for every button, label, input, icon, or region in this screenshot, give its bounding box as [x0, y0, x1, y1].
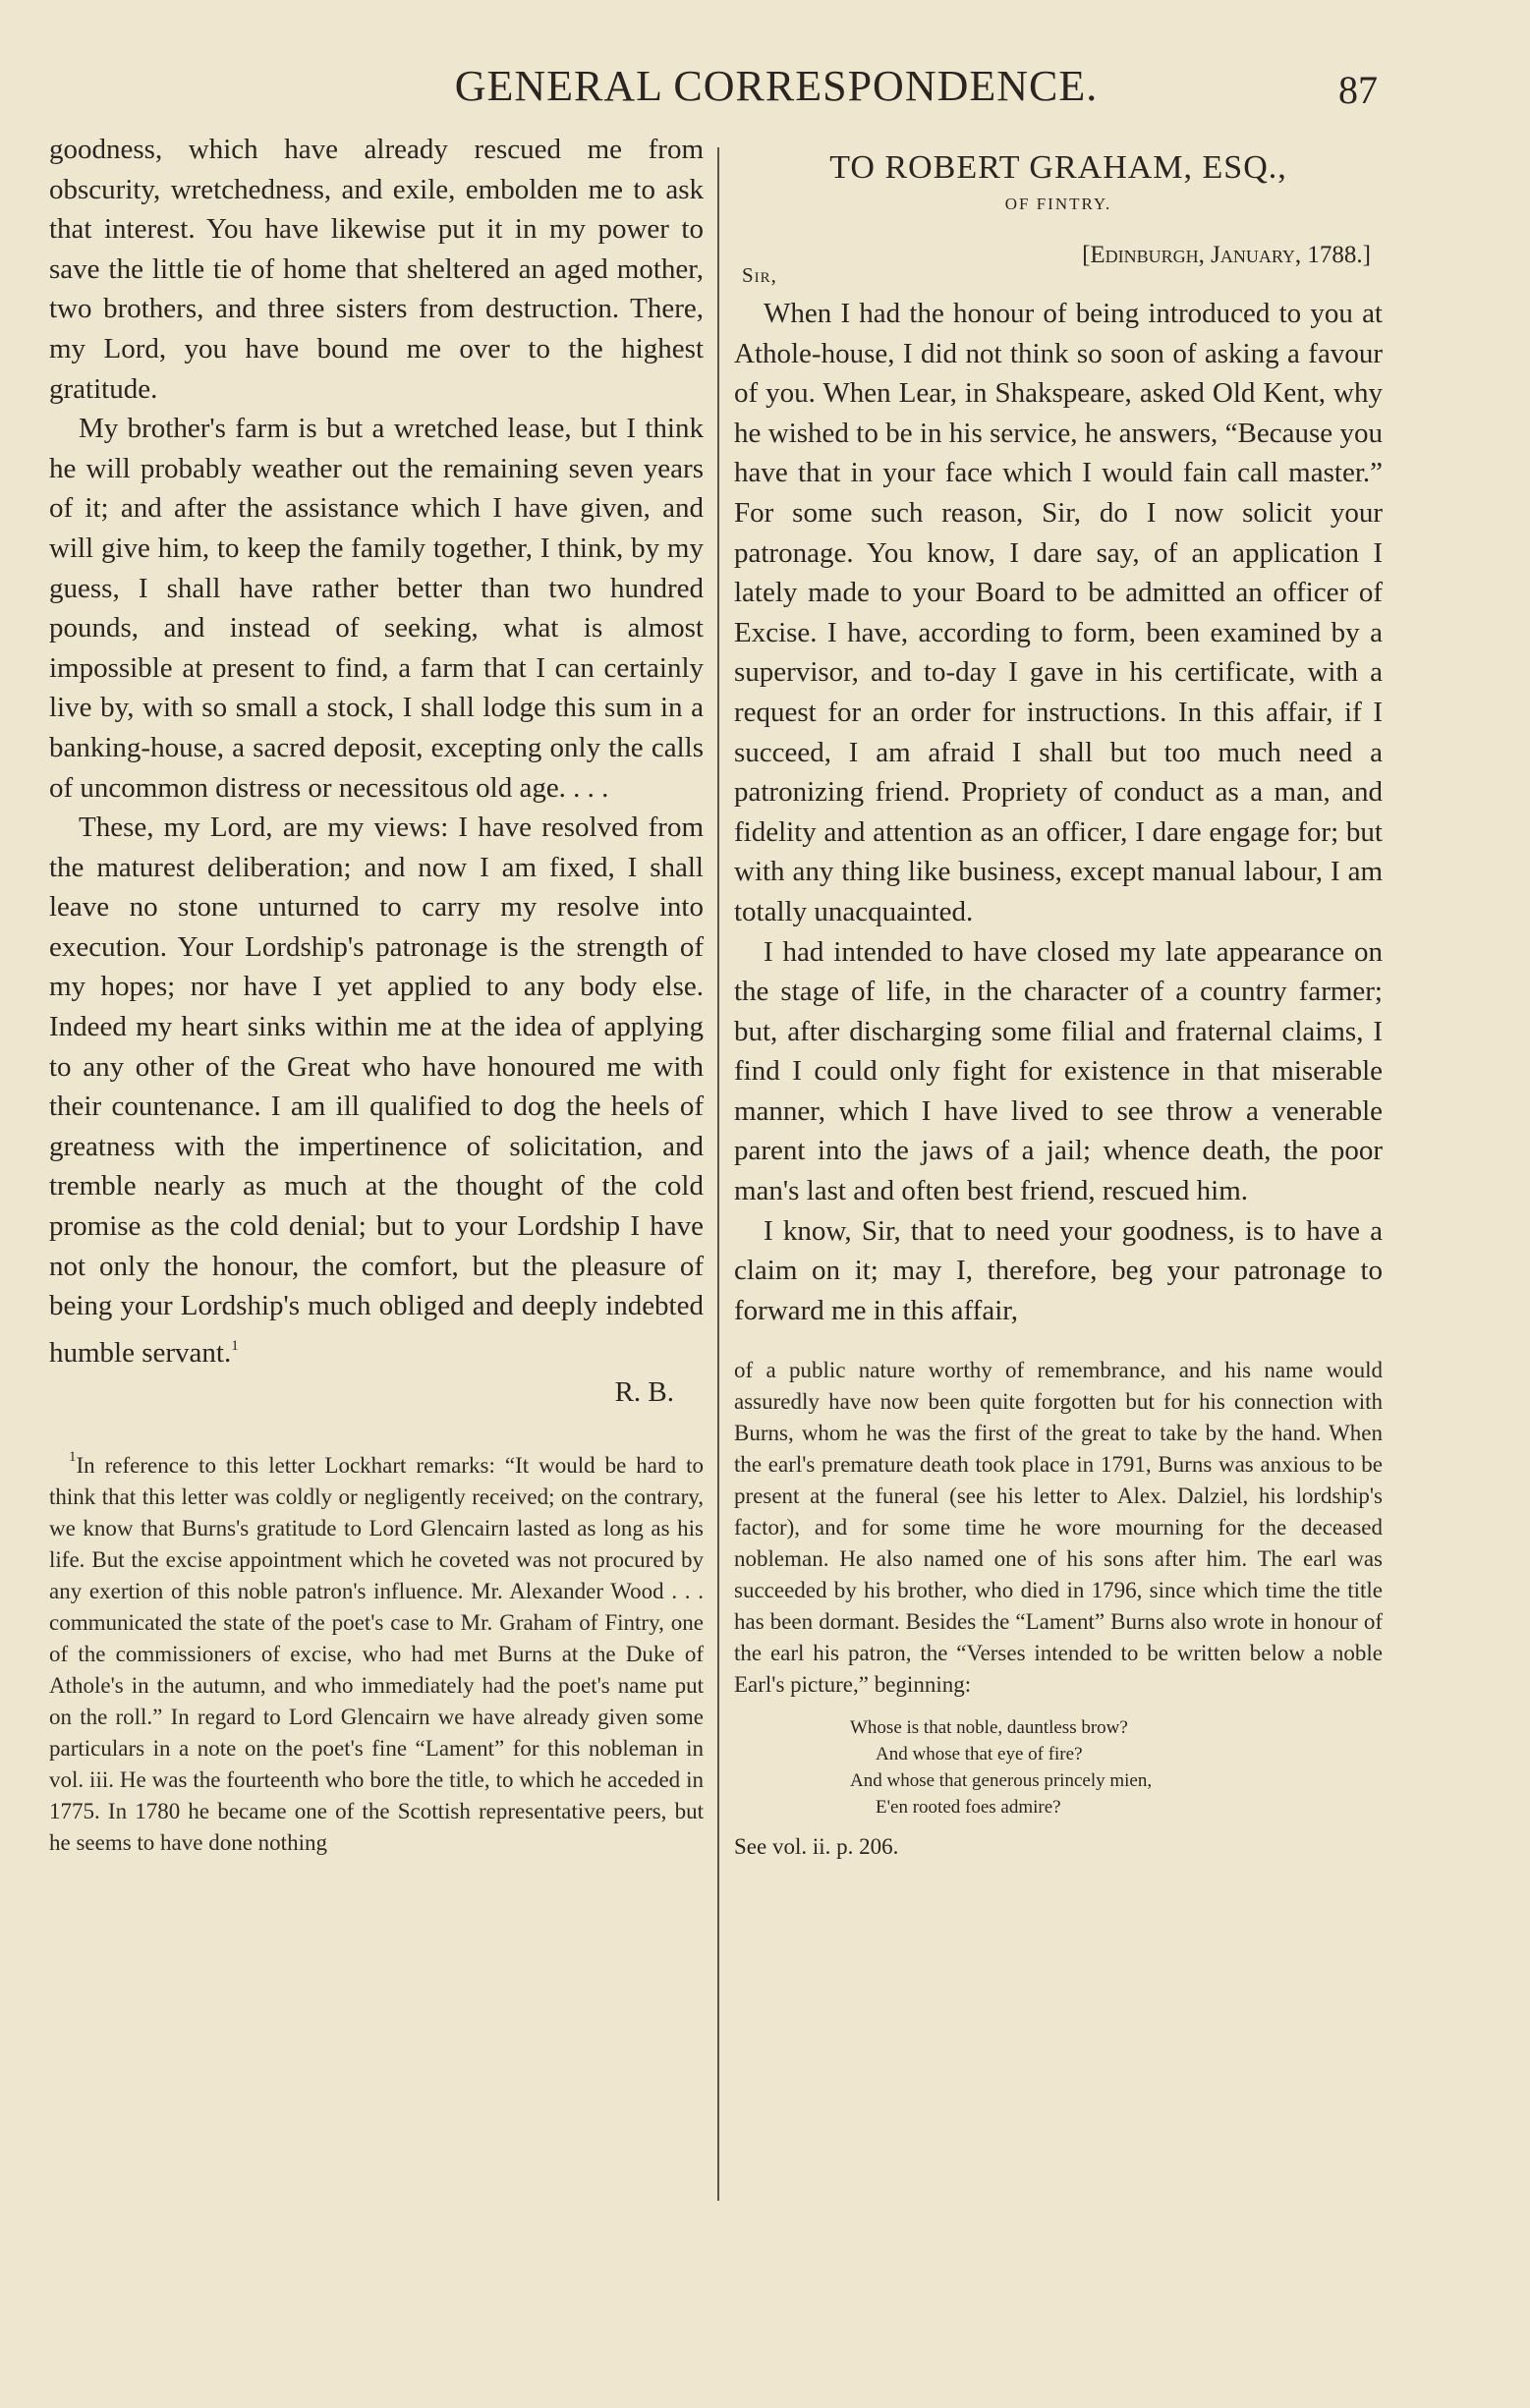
- poem-line: And whose that eye of fire?: [876, 1744, 1083, 1765]
- left-column: [49, 130, 704, 1859]
- letter-paragraph: goodness, which have already rescued me from obscurity, wretchedness, and exile, embolden me to ask that interest. You have likewise put it in my power to save the little tie of home that sheltered an aged mother, two brothers, and three sisters from destruction. There, my Lord, you have bound me over to the highest gratitude.: [49, 134, 704, 405]
- letter-subtitle: OF FINTRY.: [1004, 195, 1112, 213]
- running-title: GENERAL CORRESPONDENCE.: [454, 62, 1099, 110]
- page-number: 87: [1338, 68, 1378, 112]
- footnote-marker: 1: [231, 1337, 239, 1354]
- see-reference: See vol. ii. p. 206.: [734, 1834, 899, 1860]
- salutation: Sir,: [742, 263, 777, 287]
- footnote-text: In reference to this letter Lockhart remarks: “It would be hard to think that this letter was coldly or negligently received; on the contrary, we know that Burns's gratitude to Lord Glencairn lasted as long as his life. But the excise appointment which he coveted was not procured by any exertion of this noble patron's influence. Mr. Alexander Wood . . . communicated the state of the poet's case to Mr. Graham of Fintry, one of the commissioners of excise, who had met Burns at the Duke of Athole's in the autumn, and who immediately had the poet's name put on the roll.” In regard to Lord Glencairn we have already given some particulars in a note on the poet's fine “Lament” for this nobleman in vol. iii. He was the fourteenth who bore the title, to which he acceded in 1775. In 1780 he became one of the Scottish representative peers, but he seems to have done nothing: [49, 1453, 704, 1856]
- poem-quote: [850, 1714, 1383, 1820]
- letter-title: TO ROBERT GRAHAM, ESQ.,: [829, 149, 1287, 186]
- letter-paragraph: [49, 808, 704, 1372]
- letter-paragraph: When I had the honour of being introduced to you at Athole-house, I did not think so soon of asking a favour of you. When Lear, in Shakspeare, asked Old Kent, why he wished to be in his service, he answers, “Because you have that in your face which I would fain call master.” For some such reason, Sir, do I now solicit your patronage. You know, I dare say, of an application I lately made to your Board to be admitted an officer of Excise. I have, according to form, been examined by a supervisor, and to-day I gave in his certificate, with a request for an order for instructions. In this affair, if I succeed, I am afraid I shall but too much need a patronizing friend. Propriety of conduct as a man, and fidelity and attention as an officer, I dare engage for; but with any thing like business, except manual labour, I am totally unacquainted.: [734, 298, 1383, 927]
- letter-paragraph: My brother's farm is but a wretched lease, but I think he will probably weather out the remaining seven years of it; and after the assistance which I have given, and will give him, to keep the family together, I think, by my guess, I shall have rather better than two hundred pounds, and instead of seeking, what is almost impossible at present to find, a farm that I can certainly live by, with so small a stock, I shall lodge this sum in a banking-house, a sacred deposit, excepting only the calls of uncommon distress or necessitous old age. . . .: [49, 413, 704, 804]
- column-divider: [717, 147, 719, 2201]
- letter-paragraph: I know, Sir, that to need your goodness, is to have a claim on it; may I, therefore, beg your patronage to forward me in this affair,: [734, 1214, 1383, 1326]
- poem-line: Whose is that noble, dauntless brow?: [850, 1717, 1128, 1739]
- footnote: [49, 1441, 704, 1859]
- footnote-continued: of a public nature worthy of remembrance, and his name would assuredly have now been quite forgotten but for his connection with Burns, whom he was the first of the great to take by the hand. When the earl's premature death took place in 1791, Burns was anxious to be present at the funeral (see his letter to Alex. Dalziel, his lordship's factor), and for some time he wore mourning for the deceased nobleman. He also named one of his sons after him. The earl was succeeded by his brother, who died in 1796, since which time the title has been dormant. Besides the “Lament” Burns also wrote in honour of the earl his patron, the “Verses intended to be written below a noble Earl's picture,” beginning:: [734, 1358, 1383, 1698]
- footnote-number: 1: [69, 1449, 77, 1466]
- letter-paragraph-text: These, my Lord, are my views: I have resolved from the maturest deliberation; and now I am fixed, I shall leave no stone unturned to carry my resolve into execution. Your Lordship's patronage is the strength of my hopes; nor have I yet applied to any body else. Indeed my heart sinks within me at the idea of applying to any other of the Great who have honoured me with their countenance. I am ill qualified to dog the heels of greatness with the impertinence of solicitation, and tremble nearly as much at the thought of the cold promise as the cold denial; but to your Lordship I have not only the honour, the comfort, but the pleasure of being your Lordship's much obliged and deeply indebted humble servant.: [49, 812, 704, 1369]
- poem-line: E'en rooted foes admire?: [876, 1797, 1061, 1819]
- letter-paragraph: I had intended to have closed my late appearance on the stage of life, in the character of a country farmer; but, after discharging some filial and fraternal claims, I find I could only fight for existence in that miserable manner, which I have lived to see throw a venerable parent into the jaws of a jail; whence death, the poor man's last and often best friend, rescued him.: [734, 935, 1383, 1207]
- dateline: [Edinburgh, January, 1788.]: [1082, 242, 1371, 268]
- signature: R. B.: [614, 1376, 674, 1409]
- right-column: [734, 149, 1383, 1860]
- poem-line: And whose that generous princely mien,: [850, 1770, 1153, 1792]
